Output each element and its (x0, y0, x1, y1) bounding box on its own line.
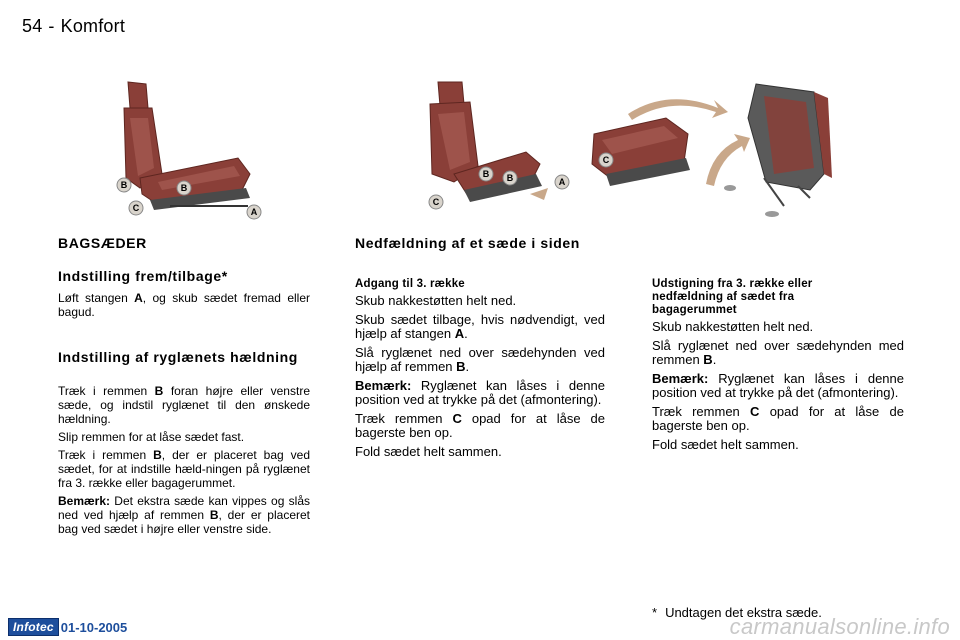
right-note: Bemærk: Ryglænet kan låses i denne position ved at trykke på det (afmontering). (652, 370, 904, 400)
fig1-label-b2: B (180, 183, 188, 193)
recline-paragraph-1: Træk i remmen B foran højre eller venstre sæde, og indstil ryglænet til den ønskede hældning. (58, 384, 310, 426)
recline-text (58, 384, 310, 540)
third-row-access-heading: Adgang til 3. række (355, 278, 465, 290)
seat-remove-illustration (588, 78, 848, 223)
fig2-label-c: C (432, 197, 440, 207)
footnote-text: Undtagen det ekstra sæde. (665, 605, 822, 620)
exit-third-row-heading: Udstigning fra 3. række eller nedfældning af sædet fra bagagerummet (652, 278, 813, 316)
middle-paragraph-5: Træk remmen C opad for at låse de bagerste ben op. (355, 410, 605, 440)
recline-note: Bemærk: Det ekstra sæde kan vippes og slås ned ved hjælp af remmen B, der er placeret bag ved sædet i højre eller venstre side. (58, 494, 310, 536)
watermark: carmanualsonline.info (729, 614, 950, 639)
page-footer (8, 618, 127, 636)
recline-heading: Indstilling af ryglænets hældning (58, 349, 298, 365)
right-paragraph-2: Slå ryglænet ned over sædehynden med remmen B. (652, 337, 904, 367)
right-paragraph-5: Fold sædet helt sammen. (652, 436, 799, 452)
fig1-label-a: A (250, 207, 258, 217)
recline-paragraph-3: Træk i remmen B, der er placeret bag ved sædet, for at indstille hæld-ningen på ryglænet fra 3. række eller bagagerummet. (58, 448, 310, 490)
fig3-label-c: C (602, 155, 610, 165)
fig2-label-a: A (558, 177, 566, 187)
middle-paragraph-6: Fold sædet helt sammen. (355, 443, 502, 459)
middle-note: Bemærk: Ryglænet kan låses i denne position ved at trykke på det (afmontering). (355, 377, 605, 407)
fore-aft-heading: Indstilling frem/tilbage* (58, 268, 228, 284)
chapter-title: Komfort (60, 16, 126, 36)
fig1-label-c: C (132, 203, 140, 213)
infotec-logo: Infotec (8, 618, 59, 636)
middle-paragraph-3: Slå ryglænet ned over sædehynden ved hjælp af remmen B. (355, 344, 605, 374)
seat-adjust-illustration (110, 78, 270, 228)
footnote-star: * (652, 605, 658, 620)
fore-aft-text (58, 291, 310, 323)
fig1-label-b1: B (120, 180, 128, 190)
recline-paragraph-2: Slip remmen for at låse sædet fast. (58, 430, 245, 444)
fig2-label-b1: B (482, 169, 490, 179)
seat-fold-illustration (418, 78, 578, 218)
fig2-label-b2: B (506, 173, 514, 183)
right-paragraph-4: Træk remmen C opad for at låse de bagerste ben op. (652, 403, 904, 433)
edition-date: 01-10-2005 (60, 619, 128, 635)
third-row-access-text (355, 294, 605, 463)
header-separator: - (48, 16, 55, 36)
side-fold-heading: Nedfældning af et sæde i siden (355, 235, 580, 251)
middle-paragraph-1: Skub nakkestøtten helt ned. (355, 293, 517, 308)
exit-third-row-text (652, 320, 904, 456)
rear-seats-heading: BAGSÆDER (58, 235, 147, 251)
page-header (22, 16, 125, 37)
page-number: 54 (22, 16, 43, 36)
fore-aft-paragraph: Løft stangen A, og skub sædet fremad eller bagud. (58, 291, 311, 319)
middle-paragraph-2: Skub sædet tilbage, hvis nødvendigt, ved hjælp af stangen A. (355, 311, 605, 341)
right-paragraph-1: Skub nakkestøtten helt ned. (652, 319, 814, 334)
